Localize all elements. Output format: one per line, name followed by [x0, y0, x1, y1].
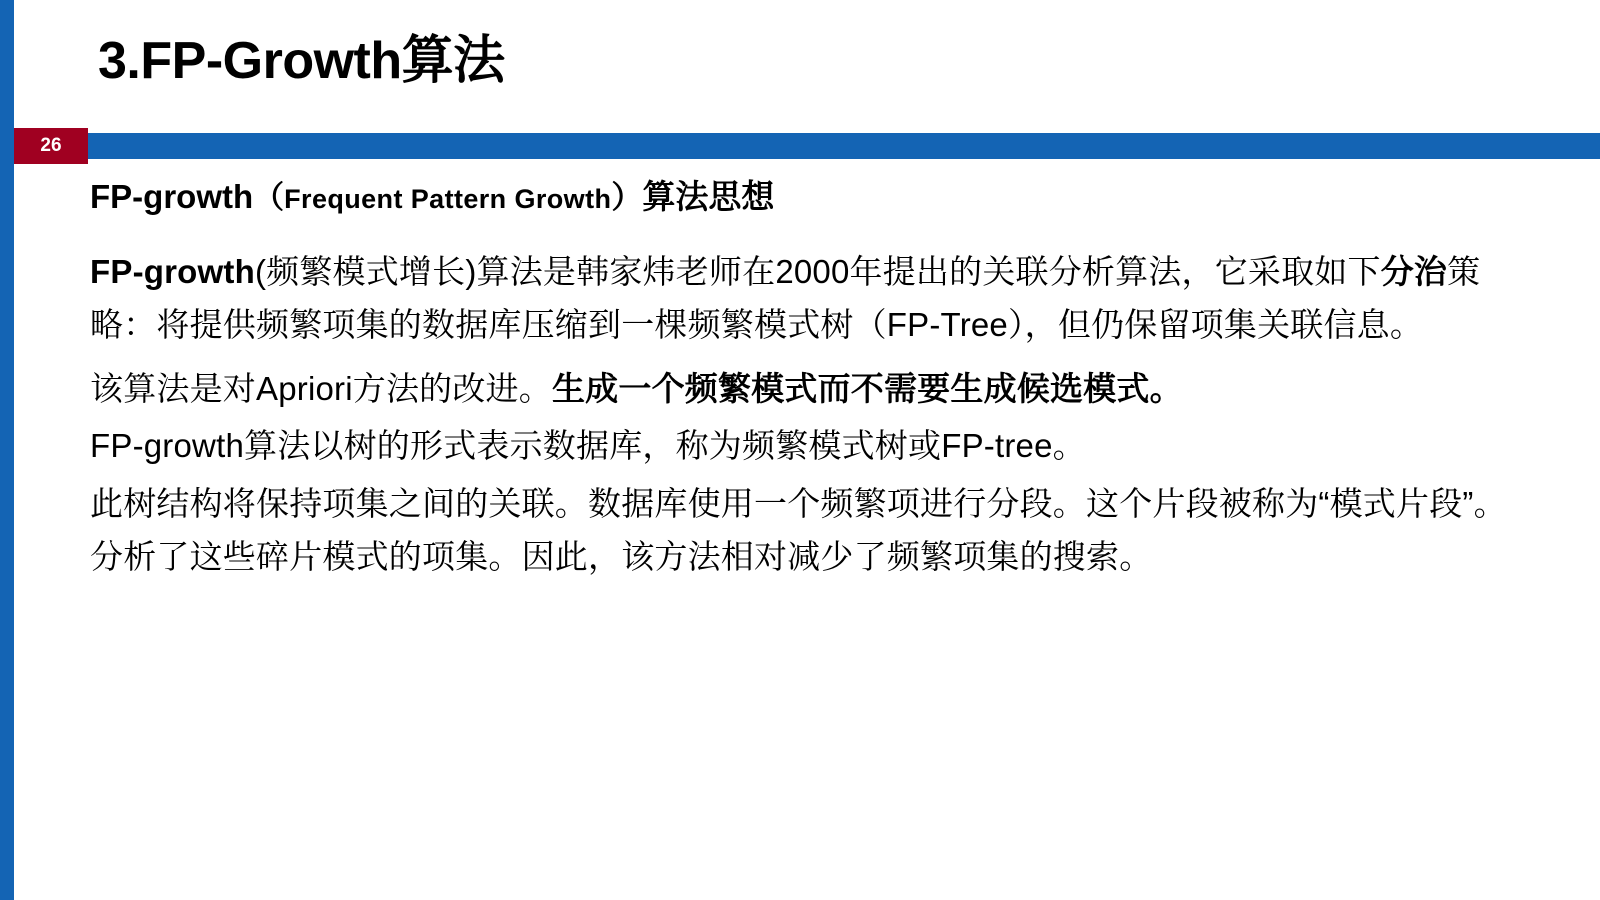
p1-run-2: 分治	[1380, 252, 1448, 290]
blue-rule	[88, 133, 1600, 159]
heading-paren-close: ）	[611, 180, 643, 215]
p1-run-0: FP-growth	[90, 252, 255, 290]
p2-run-0: 该算法是对Apriori方法的改进。	[90, 369, 552, 407]
heading-lead: FP-growth	[90, 178, 254, 215]
p4-run-0: 此树结构将保持项集之间的关联。数据库使用一个频繁项进行分段。这个片段被称为“模式片段”。分析了这些碎片模式的项集。因此，该方法相对减少了频繁项集的搜索。	[90, 484, 1507, 576]
p1-run-1: (频繁模式增长)算法是韩家炜老师在2000年提出的关联分析算法，它采取如下	[254, 252, 1381, 290]
p1-run-3: 策略：将提供频繁项集的数据库压缩到一棵频繁模式树（FP-Tree），但仍保留项集关联信息。	[90, 252, 1481, 344]
p2-run-1: 生成一个频繁模式而不需要生成候选模式。	[551, 369, 1183, 407]
heading-latin: Frequent Pattern Growth	[284, 184, 612, 214]
paragraph-2	[90, 362, 1510, 415]
page-title: 3.FP-Growth算法	[98, 32, 505, 90]
section-heading	[90, 176, 1510, 219]
slide-body	[90, 176, 1510, 586]
paragraph-3	[90, 419, 1510, 472]
paragraph-1	[90, 245, 1510, 352]
heading-paren-open: （	[253, 180, 285, 215]
heading-tail: 算法思想	[642, 178, 775, 215]
p3-run-0: FP-growth算法以树的形式表示数据库，称为频繁模式树或FP-tree。	[90, 427, 1086, 465]
title-divider	[0, 128, 1600, 164]
page-number-label: 26	[40, 135, 62, 156]
paragraph-4	[90, 477, 1510, 584]
